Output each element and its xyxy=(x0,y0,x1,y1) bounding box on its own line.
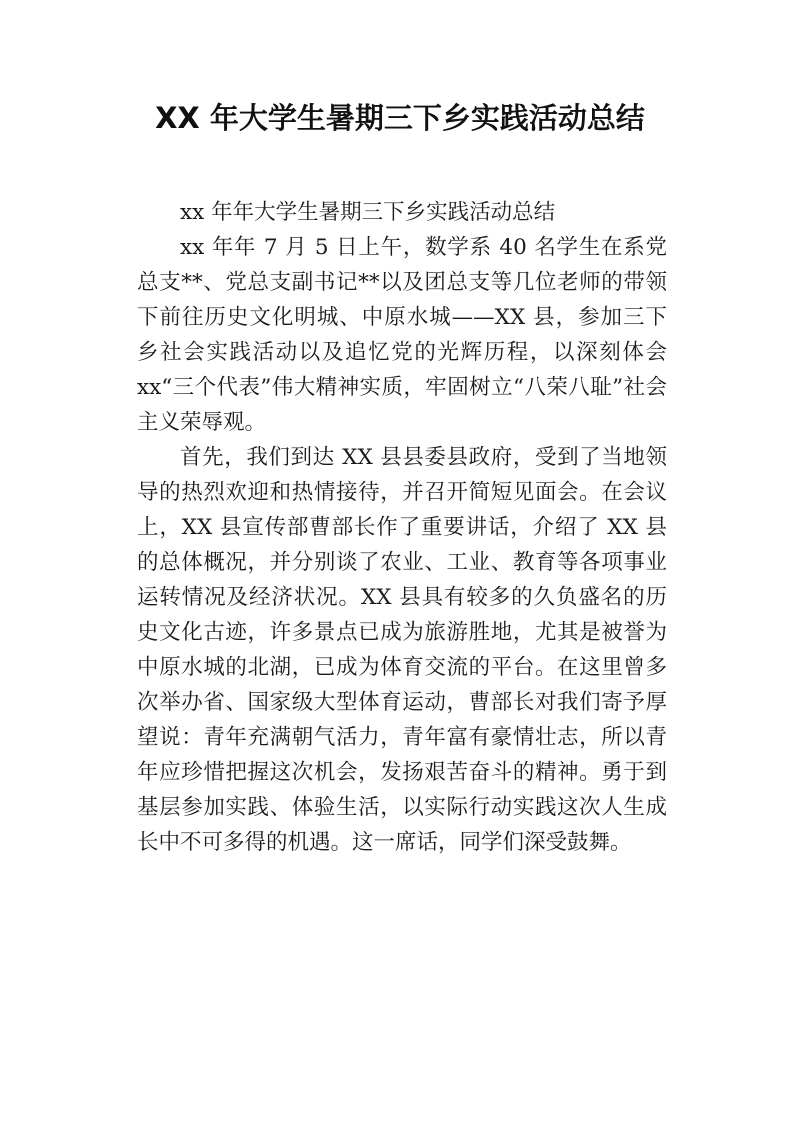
paragraph-intro: xx 年年 7 月 5 日上午，数学系 40 名学生在系党总支**、党总支副书记**以及团总支等几位老师的带领下前往历史文化明城、中原水城——XX 县，参加三下乡社会实践活动以及追忆党的光辉历程，以深刻体会 xx“三个代表”伟大精神实质，牢固树立“八荣八耻”社会主义荣辱观。 xyxy=(137,235,667,435)
document-body xyxy=(137,195,667,860)
paragraph-first-visit: 首先，我们到达 XX 县县委县政府，受到了当地领导的热烈欢迎和热情接待，并召开简短见面会。在会议上，XX 县宣传部曹部长作了重要讲话，介绍了 XX 县的总体概况，并分别谈了农业、工业、教育等各项事业运转情况及经济状况。XX 县具有较多的久负盛名的历史文化古迹，许多景点已成为旅游胜地，尤其是被誉为中原水城的北湖，已成为体育交流的平台。在这里曾多次举办省、国家级大型体育运动，曹部长对我们寄予厚望说：青年充满朝气活力，青年富有豪情壮志，所以青年应珍惜把握这次机会，发扬艰苦奋斗的精神。勇于到基层参加实践、体验生活，以实际行动实践这次人生成长中不可多得的机遇。这一席话，同学们深受鼓舞。 xyxy=(137,445,667,855)
document-title: XX 年大学生暑期三下乡实践活动总结 xyxy=(155,101,645,135)
paragraph-subtitle: xx 年年大学生暑期三下乡实践活动总结 xyxy=(180,200,556,225)
